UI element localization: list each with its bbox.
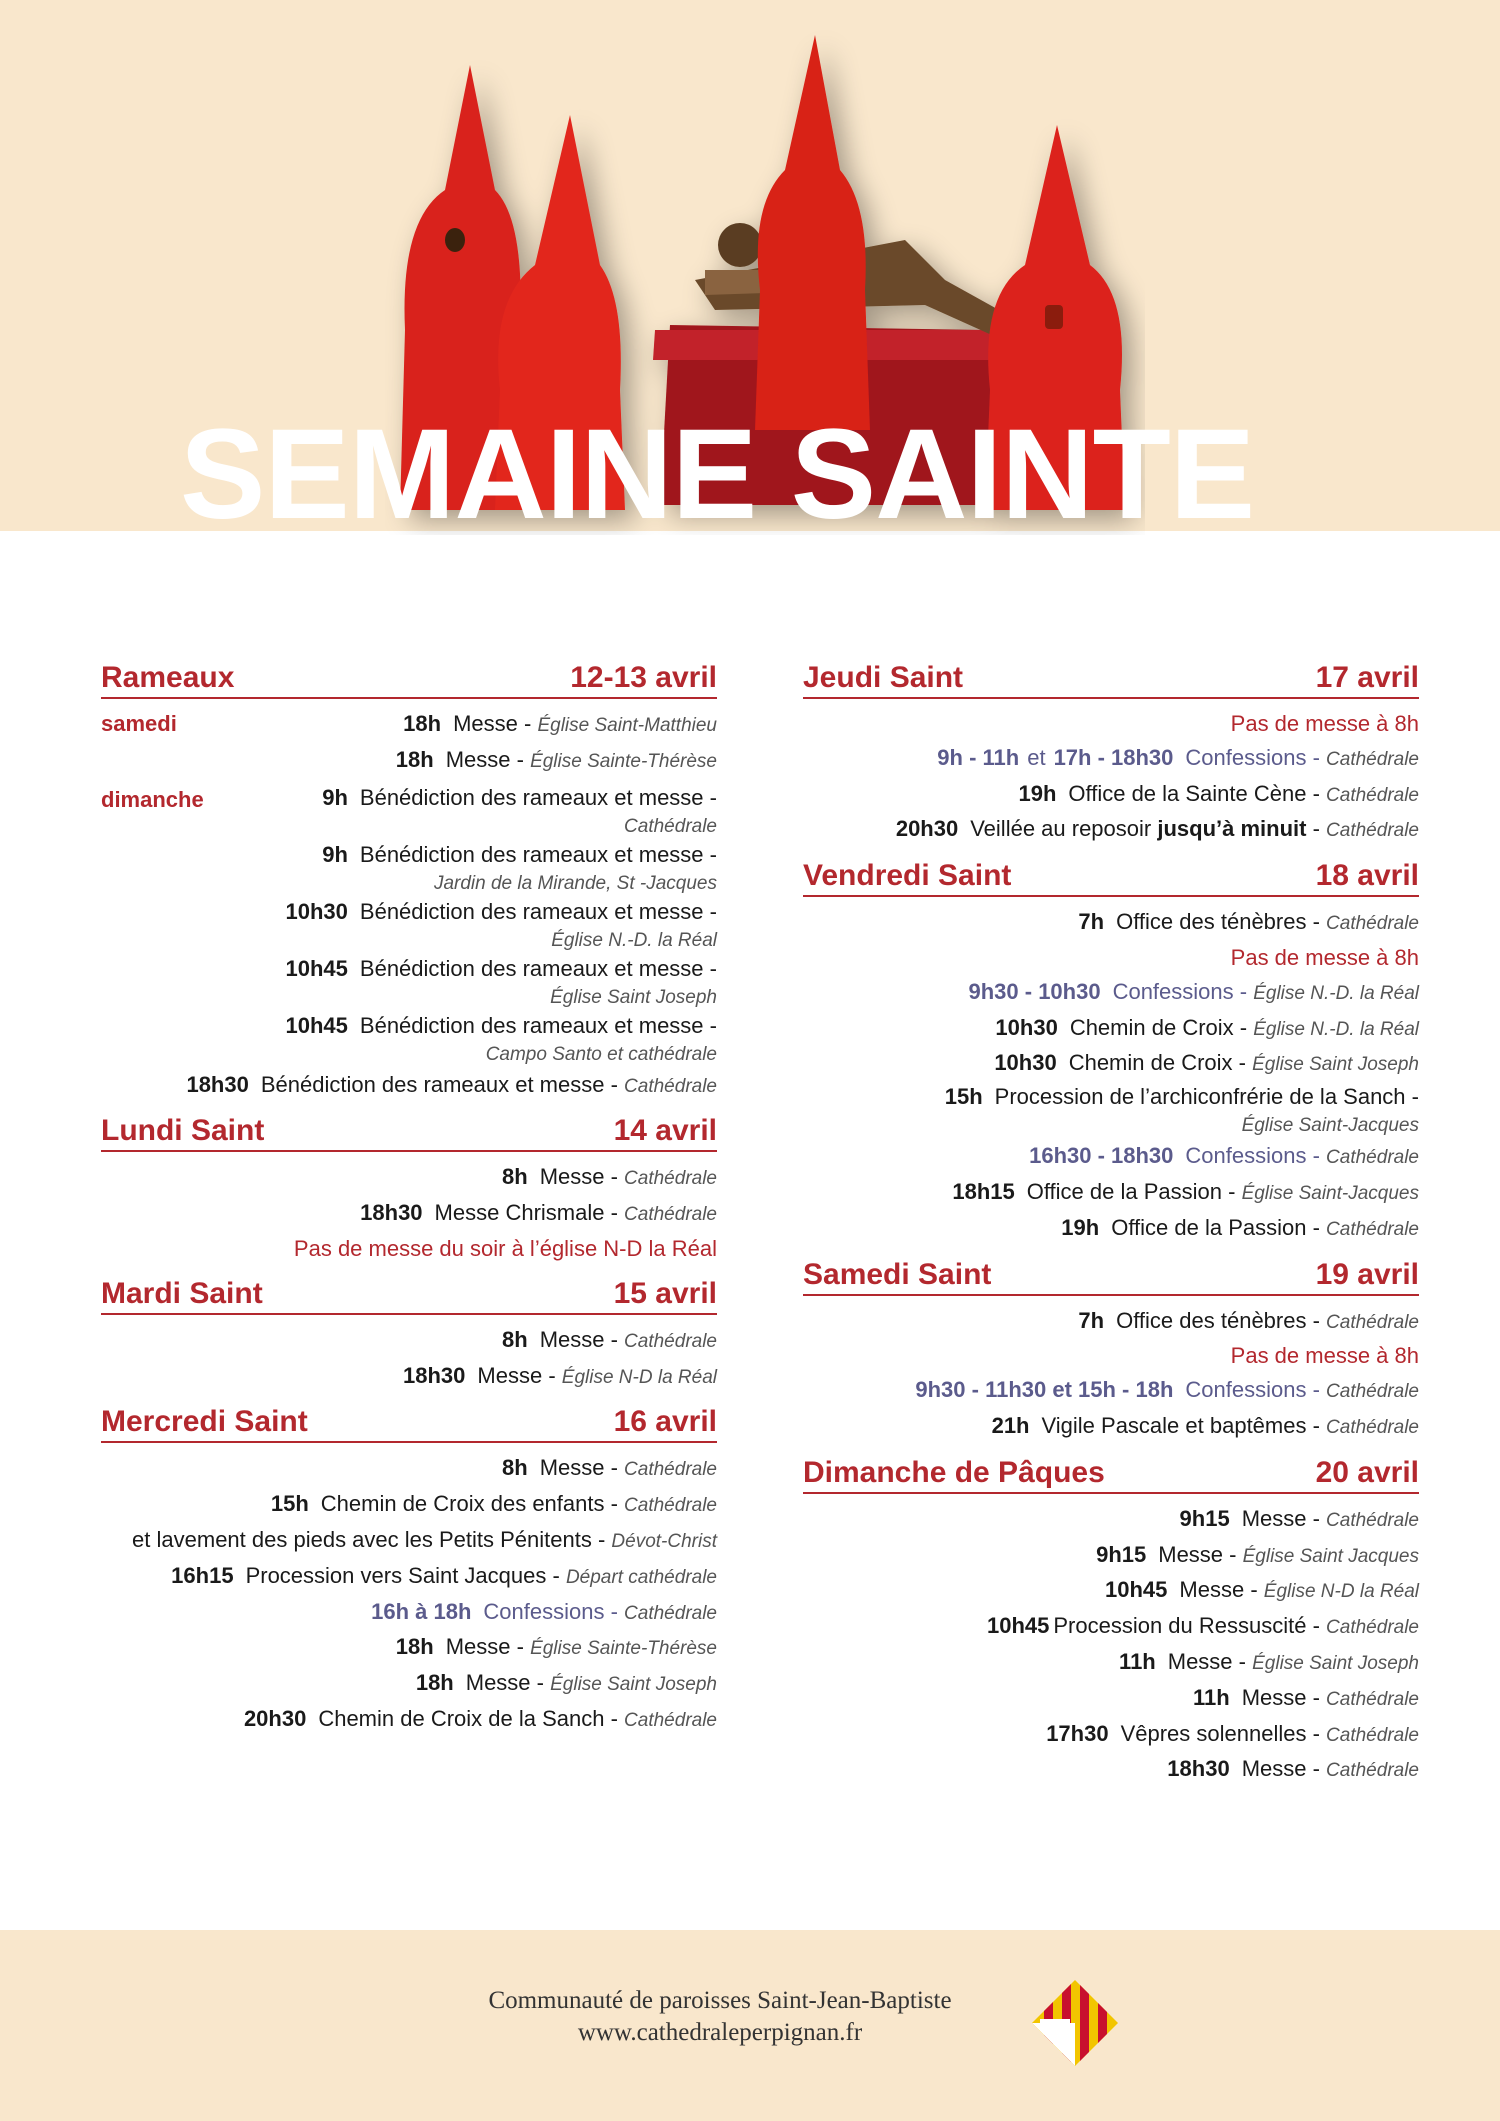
section-header [101,1113,717,1152]
list-item: 18h30 Messe Chrismale - Cathédrale [360,1200,717,1226]
list-item: 10h45 Procession du Ressuscité - Cathédrale [986,1613,1419,1639]
list-item: 19h Office de la Sainte Cène - Cathédrale [1018,780,1419,806]
list-item: 8h Messe - Cathédrale [502,1164,717,1190]
list-item: 11h Messe - Église Saint Joseph [1119,1648,1419,1674]
list-item: 7h Office des ténèbres - Cathédrale [1078,1307,1419,1333]
notice: Pas de messe à 8h [1230,711,1419,736]
section-title: Mardi Saint [101,1276,263,1310]
page-title: SEMAINE SAINTE [180,403,1255,546]
section-vendredi [803,858,1419,1246]
list-item: 16h à 18h Confessions - Cathédrale [371,1598,717,1624]
section-title: Mercredi Saint [101,1405,308,1439]
list-item: 11h Messe - Cathédrale [1192,1684,1419,1710]
list-item: 20h30 Veillée au reposoir jusqu’à minuit - Cathédrale [895,816,1419,842]
list-item: 9h15 Messe - Église Saint Jacques [1096,1541,1419,1567]
list-item: 10h30 Bénédiction des rameaux et messe - Église N.-D. la Réal [285,898,717,951]
section-date: 17 avril [1315,661,1419,694]
list-item: 8h Messe - Cathédrale [502,1455,717,1481]
section-header [101,660,717,699]
section-mercredi [101,1404,717,1737]
list-item: 18h30 Bénédiction des rameaux et messe - Cathédrale [186,1071,717,1097]
list-item: et lavement des pieds avec les Petits Pénitents - Dévot-Christ [132,1526,717,1552]
list-item: 18h Messe - Église Saint Joseph [415,1670,717,1696]
section-title: Dimanche de Pâques [803,1455,1105,1489]
list-item: 10h45 Bénédiction des rameaux et messe - Campo Santo et cathédrale [285,1012,717,1065]
list-item: 9h Bénédiction des rameaux et messe - Jardin de la Mirande, St -Jacques [322,841,717,894]
list-item: 10h30 Chemin de Croix - Église Saint Joseph [994,1050,1419,1076]
parish-logo-icon [1030,1978,1120,2068]
list-item: 15h Chemin de Croix des enfants - Cathédrale [270,1491,717,1517]
section-title: Vendredi Saint [803,859,1012,893]
section-mardi [101,1276,717,1395]
section-header [803,858,1419,897]
section-date: 19 avril [1315,1257,1419,1291]
section-date: 15 avril [613,1276,717,1310]
list-item: 18h Messe - Église Sainte-Thérèse [395,1634,717,1660]
notice: Pas de messe à 8h [1230,1343,1419,1369]
list-item: 9h30 - 11h30 et 15h - 18h Confessions - Cathédrale [915,1377,1419,1403]
notice: Pas de messe du soir à l’église N-D la Réal [293,1235,717,1261]
list-item: 18h Messe - Église Sainte-Thérèse [395,746,717,772]
section-title: Rameaux [101,661,235,694]
list-item: 8h Messe - Cathédrale [502,1326,717,1352]
list-item: 10h45 Messe - Église N-D la Réal [1105,1577,1419,1603]
section-header [803,660,1419,699]
section-jeudi [803,660,1419,848]
list-item: 20h30 Chemin de Croix de la Sanch - Cathédrale [243,1705,717,1731]
section-samedi [803,1257,1419,1445]
list-item: 21h Vigile Pascale et baptêmes - Cathédrale [991,1412,1419,1438]
section-date: 14 avril [613,1114,717,1148]
footer [440,1985,1000,2049]
notice: Pas de messe à 8h [1230,944,1419,970]
section-date: 18 avril [1315,859,1419,893]
list-item: 15h Procession de l’archiconfrérie de la Sanch - Église Saint-Jacques [944,1084,1419,1137]
section-date: 20 avril [1315,1455,1419,1489]
list-item: samedi 18h Messe - Église Saint-Matthieu [101,707,717,743]
list-item: 9h30 - 10h30 Confessions - Église N.-D. la Réal [968,978,1419,1004]
right-column [803,660,1419,1788]
list-item: 10h45 Bénédiction des rameaux et messe - Église Saint Joseph [285,955,717,1008]
footer-website-link[interactable]: www.cathedraleperpignan.fr [577,2019,863,2046]
list-item: 19h Office de la Passion - Cathédrale [1061,1214,1419,1240]
list-item: 9h15 Messe - Cathédrale [1179,1505,1419,1531]
list-item: 17h30 Vêpres solennelles - Cathédrale [1046,1720,1419,1746]
section-title: Jeudi Saint [803,661,964,694]
section-title: Samedi Saint [803,1257,992,1291]
section-header [803,1257,1419,1296]
section-header [101,1404,717,1443]
section-rameaux [101,660,717,1103]
day-label: samedi [101,711,177,736]
section-header [101,1276,717,1315]
list-item: 9h - 11h et 17h - 18h30 Confessions - Cathédrale [937,744,1419,770]
section-lundi [101,1113,717,1265]
list-item: dimanche 9h Bénédiction des rameaux et messe - Cathédrale [101,784,717,837]
list-item: 10h30 Chemin de Croix - Église N.-D. la Réal [995,1014,1419,1040]
list-item: 18h30 Messe - Cathédrale [1167,1756,1419,1782]
list-item: 16h15 Procession vers Saint Jacques - Départ cathédrale [171,1562,717,1588]
list-item: 18h30 Messe - Église N-D la Réal [403,1362,717,1388]
list-item: 16h30 - 18h30 Confessions - Cathédrale [1029,1143,1419,1169]
footer-organization: Communauté de paroisses Saint-Jean-Baptiste [488,1987,952,2014]
section-paques [803,1455,1419,1788]
left-column [101,660,717,1738]
section-title: Lundi Saint [101,1114,265,1148]
section-date: 16 avril [613,1405,717,1439]
list-item: 18h15 Office de la Passion - Église Saint-Jacques [952,1178,1419,1204]
day-label: dimanche [101,786,204,812]
section-date: 12-13 avril [570,661,717,694]
list-item: 7h Office des ténèbres - Cathédrale [1078,909,1419,935]
section-header [803,1455,1419,1494]
